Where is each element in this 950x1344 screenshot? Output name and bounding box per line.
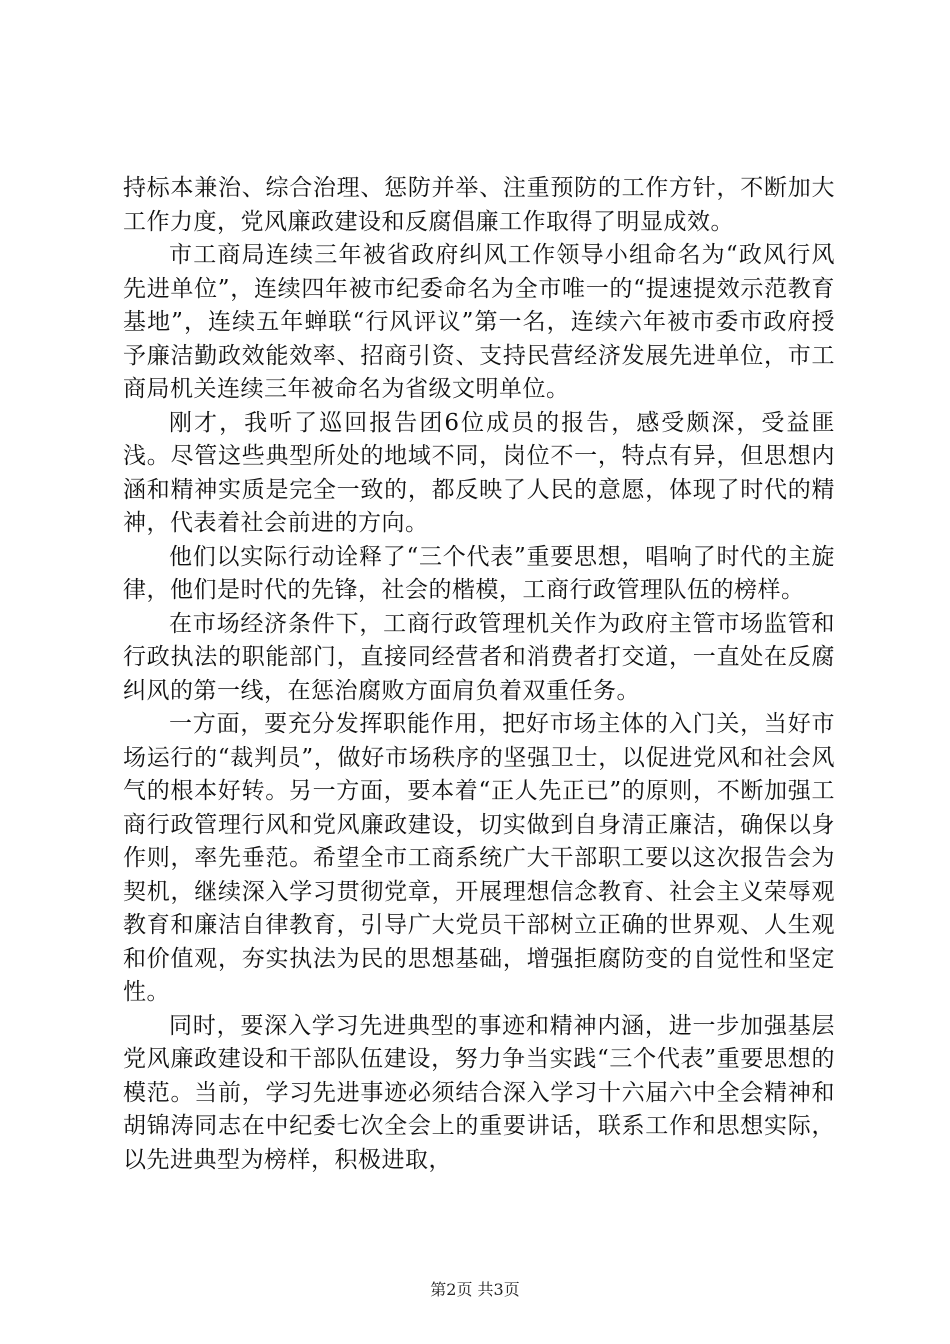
paragraph: 同时，要深入学习先进典型的事迹和精神内涵，进一步加强基层党风廉政建设和干部队伍建设，努力争当实践“三个代表”重要思想的模范。当前，学习先进事迹必须结合深入学习十六届六中全会精神和胡锦涛同志在中纪委七次全会上的重要讲话，联系工作和思想实际，以先进典型为榜样，积极进取， [123,1012,835,1173]
paragraph: 市工商局连续三年被省政府纠风工作领导小组命名为“政风行风先进单位”，连续四年被市纪委命名为全市唯一的“提速提效示范教育基地”，连续五年蝉联“行风评议”第一名，连续六年被市委市政府授予廉洁勤政效能效率、招商引资、支持民营经济发展先进单位，市工商局机关连续三年被命名为省级文明单位。 [123,242,835,402]
page-number-footer: 第2页 共3页 [430,1280,520,1299]
paragraph: 他们以实际行动诠释了“三个代表”重要思想，唱响了时代的主旋律，他们是时代的先锋，社会的楷模，工商行政管理队伍的榜样。 [123,543,835,603]
document-body [123,172,835,1177]
paragraph: 刚才，我听了巡回报告团6位成员的报告，感受颇深，受益匪浅。尽管这些典型所处的地域不同，岗位不一，特点有异，但思想内涵和精神实质是完全一致的，都反映了人民的意愿，体现了时代的精神，代表着社会前进的方向。 [123,409,835,536]
paragraph-continuation: 持标本兼治、综合治理、惩防并举、注重预防的工作方针，不断加大工作力度，党风廉政建设和反腐倡廉工作取得了明显成效。 [123,175,835,235]
paragraph: 一方面，要充分发挥职能作用，把好市场主体的入门关，当好市场运行的“裁判员”，做好市场秩序的坚强卫士，以促进党风和社会风气的根本好转。另一方面，要本着“正人先正已”的原则，不断加强工商行政管理行风和党风廉政建设，切实做到自身清正廉洁，确保以身作则，率先垂范。希望全市工商系统广大干部职工要以这次报告会为契机，继续深入学习贯彻党章，开展理想信念教育、社会主义荣辱观教育和廉洁自律教育，引导广大党员干部树立正确的世界观、人生观和价值观，夯实执法为民的思想基础，增强拒腐防变的自觉性和坚定性。 [123,711,835,1005]
paragraph: 在市场经济条件下，工商行政管理机关作为政府主管市场监管和行政执法的职能部门，直接同经营者和消费者打交道，一直处在反腐纠风的第一线，在惩治腐败方面肩负着双重任务。 [123,610,835,704]
